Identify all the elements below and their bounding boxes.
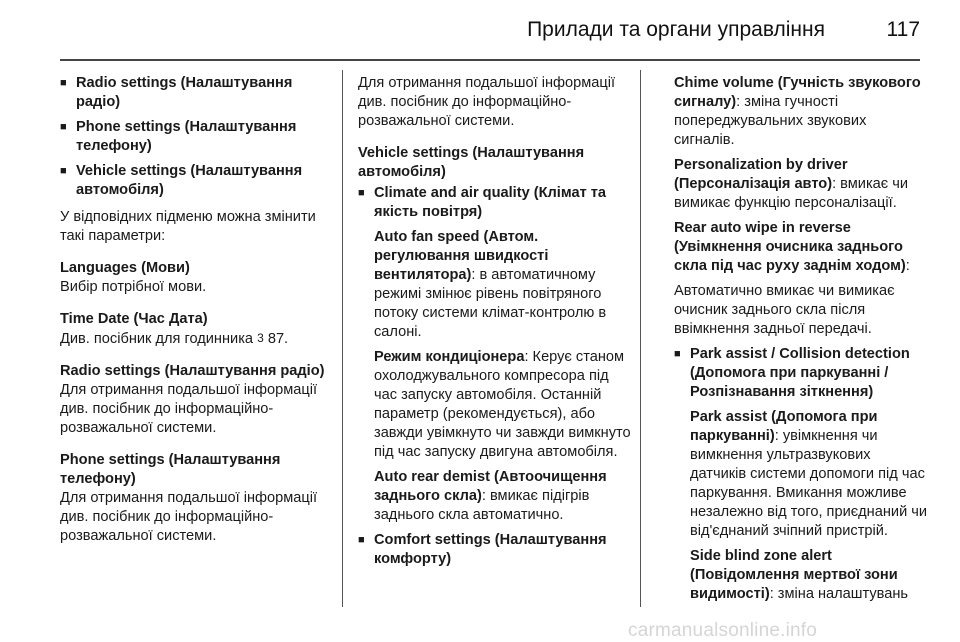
vehicle-settings-heading: Vehicle settings (Налаштування автомобіля) bbox=[358, 145, 585, 180]
column-divider-2 bbox=[640, 70, 641, 607]
ac-mode-item: Режим кондиціонера: Керує станом охолоджувального компресора під час запуску автомобіля. Останній параметр (рекомендується), або завжди увімкнуто чи завжди вимкнуто під час запуску двигуна автомобіля. bbox=[374, 349, 631, 460]
bullet-phone-settings: ■ Phone settings (Налаштування телефону) bbox=[60, 119, 297, 154]
intro-text: У відповідних підменю можна змінити такі параметри: bbox=[60, 209, 316, 244]
radio-settings-text: Для отримання подальшої інформації див. посібник до інформаційно-розважальної системи. bbox=[60, 382, 318, 436]
bullet-radio-settings: ■ Radio settings (Налаштування радіо) bbox=[60, 75, 293, 110]
chime-volume-item: Chime volume (Гучність звукового сигналу): зміна гучності попереджувальних звукових сигналів. bbox=[674, 75, 921, 148]
bullet-climate: ■ Climate and air quality (Клімат та якість повітря) bbox=[358, 185, 607, 220]
watermark: carmanualsonline.info bbox=[628, 620, 818, 641]
auto-rear-demist-item: Auto rear demist (Автоочищення заднього скла): вмикає підігрів заднього скла автоматично. bbox=[374, 469, 607, 523]
languages-text: Вибір потрібної мови. bbox=[60, 279, 207, 295]
phone-settings-text: Для отримання подальшої інформації див. посібник до інформаційно-розважальної системи. bbox=[60, 490, 318, 544]
square-bullet-icon: ■ bbox=[60, 165, 67, 177]
page-header bbox=[60, 12, 920, 52]
column-divider-1 bbox=[342, 70, 343, 607]
column-1 bbox=[60, 74, 336, 546]
side-blind-zone-item: Side blind zone alert (Повідомлення мертвої зони видимості): зміна налаштувань bbox=[690, 548, 909, 602]
rear-auto-wipe-text: Автоматично вмикає чи вимикає очисник заднього скла після ввімкнення задньої передачі. bbox=[674, 283, 895, 337]
page-title: Прилади та органи управління bbox=[527, 18, 825, 41]
personalization-item: Personalization by driver (Персоналізація авто): вмикає чи вимикає функцію персоналізації. bbox=[674, 157, 909, 211]
square-bullet-icon: ■ bbox=[60, 121, 67, 133]
bullet-vehicle-settings: ■ Vehicle settings (Налаштування автомобіля) bbox=[60, 163, 303, 198]
languages-heading: Languages (Мови) bbox=[60, 260, 190, 276]
park-assist-item: Park assist (Допомога при паркуванні): увімкнення чи вимкнення ультразвукових датчиків системи допомоги під час паркування. Вмикання можливе незалежно від того, приєднаний чи від'єднаний зчіпний пристрій. bbox=[690, 409, 928, 539]
column-2 bbox=[358, 74, 634, 575]
time-date-text: Див. посібник для годинника 3 87. bbox=[60, 331, 289, 347]
rear-auto-wipe-item: Rear auto wipe in reverse (Увімкнення очисника заднього скла під час руху заднім ходом): bbox=[674, 220, 910, 274]
column-3 bbox=[674, 74, 930, 604]
continued-text: Для отримання подальшої інформації див. посібник до інформаційно-розважальної системи. bbox=[358, 75, 616, 129]
auto-fan-speed-item: Auto fan speed (Автом. регулювання швидкості вентилятора): в автоматичному режимі змінює рівень повітряного потоку системи клімат-контролю в салоні. bbox=[374, 229, 607, 340]
square-bullet-icon: ■ bbox=[358, 187, 365, 199]
page-number: 117 bbox=[886, 18, 920, 41]
square-bullet-icon: ■ bbox=[60, 77, 67, 89]
page-reference-arrow-icon: 3 bbox=[257, 331, 264, 345]
time-date-heading: Time Date (Час Дата) bbox=[60, 311, 208, 327]
square-bullet-icon: ■ bbox=[674, 348, 681, 360]
bullet-park-assist: ■ Park assist / Collision detection (Допомога при паркуванні / Розпізнавання зіткнення) bbox=[674, 346, 910, 400]
square-bullet-icon: ■ bbox=[358, 534, 365, 546]
phone-settings-heading: Phone settings (Налаштування телефону) bbox=[60, 452, 281, 487]
bullet-comfort: ■ Comfort settings (Налаштування комфорту) bbox=[358, 532, 607, 567]
radio-settings-heading: Radio settings (Налаштування радіо) bbox=[60, 363, 325, 379]
header-divider bbox=[60, 59, 920, 61]
